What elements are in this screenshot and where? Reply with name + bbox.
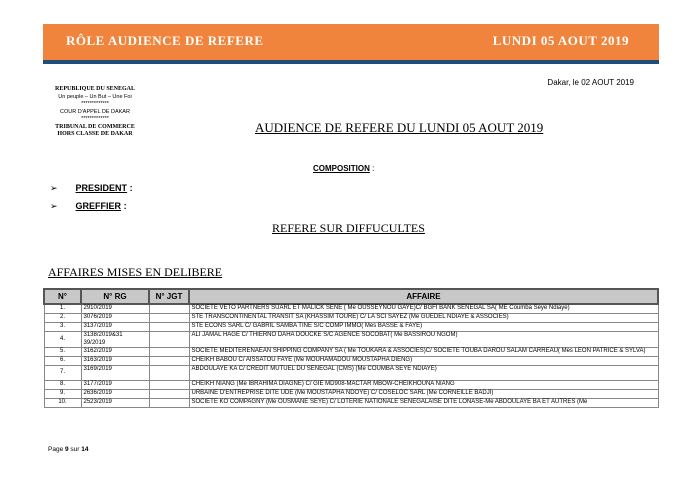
cell-rg: 3169/2019 bbox=[81, 366, 149, 381]
cell-jgt bbox=[149, 357, 189, 366]
document-date: Dakar, le 02 AOUT 2019 bbox=[547, 78, 634, 87]
greffier-label: GREFFIER bbox=[75, 201, 122, 211]
cell-rg: 2636/2019 bbox=[81, 390, 149, 399]
table-row bbox=[44, 348, 658, 357]
arrow-bullet-icon: ➢ bbox=[50, 201, 58, 211]
composition-label: COMPOSITION bbox=[313, 164, 370, 173]
table-row bbox=[44, 323, 658, 332]
composition-suffix: : bbox=[369, 164, 375, 173]
footer-middle: sur bbox=[68, 446, 82, 453]
cell-affaire: SOCIETE VETO PARTNERS SUARL ET MALICK SENE ( Me OUSSEYNOU GAYE)C/ BGFI BANK SENEGAL SA( ME Coumba Seye Ndiaye) bbox=[189, 304, 658, 314]
cell-num: 4. bbox=[44, 332, 81, 348]
tribunal-class: HORS CLASSE DE DAKAR bbox=[57, 131, 133, 137]
cell-jgt bbox=[149, 348, 189, 357]
cell-rg: 2910/2019 bbox=[81, 304, 149, 314]
banner-title: RÔLE AUDIENCE DE REFERE bbox=[66, 33, 264, 48]
president-line bbox=[50, 183, 133, 194]
cell-rg: 2523/2019 bbox=[81, 399, 149, 408]
separator-stars: ************* bbox=[81, 101, 109, 107]
header-num: N° bbox=[44, 289, 81, 304]
arrow-bullet-icon: ➢ bbox=[50, 183, 58, 193]
cell-num: 3. bbox=[44, 323, 81, 332]
cell-rg: 3076/2019 bbox=[81, 314, 149, 323]
cell-num: 8. bbox=[44, 381, 81, 390]
president-suffix: : bbox=[127, 183, 133, 193]
cell-rg: 3137/2019 bbox=[81, 323, 149, 332]
republic-motto: Un peuple – Un But – Une Foi bbox=[58, 93, 132, 100]
institution-header bbox=[40, 86, 150, 139]
table-row bbox=[44, 332, 658, 348]
header-affaire: AFFAIRE bbox=[189, 289, 658, 304]
cell-jgt bbox=[149, 304, 189, 314]
cell-jgt bbox=[149, 332, 189, 348]
cell-rg: 3162/2019 bbox=[81, 348, 149, 357]
page-title: AUDIENCE DE REFERE DU LUNDI 05 AOUT 2019 bbox=[255, 120, 544, 135]
header-rg: N° RG bbox=[81, 289, 149, 304]
table-row bbox=[44, 304, 658, 314]
section-title: AFFAIRES MISES EN DELIBERE bbox=[48, 265, 223, 279]
greffier-line bbox=[50, 201, 127, 212]
page-footer bbox=[48, 446, 89, 453]
cell-num: 6. bbox=[44, 357, 81, 366]
cell-affaire: SOCIETE KO COMPAGNY (Me OUSMANE SEYE) C/ LOTERIE NATIONALE SENEGALAISE DITE LONASE-Me ABDOULAYE BA ET AUTRES (Me bbox=[189, 399, 658, 408]
tribunal-name: TRIBUNAL DE COMMERCE bbox=[55, 123, 135, 130]
section-subtitle: REFERE SUR DIFFUCULTES bbox=[272, 221, 425, 235]
cell-jgt bbox=[149, 399, 189, 408]
cell-affaire: STE TRANSCONTINENTAL TRANSIT SA (KHASSIM TOURE) C/ LA SCI SAYEZ (Me GUEDEL NDIAYE & ASSOCIES) bbox=[189, 314, 658, 323]
table-row bbox=[44, 314, 658, 323]
table-row bbox=[44, 366, 658, 381]
composition-heading bbox=[313, 164, 374, 173]
cell-affaire: SOCIETE MEDITERENAEAN SHIPPING COMPANY SA ( Me TOUKARA & ASSOCIES)C/ SOCIETE TOUBA DAROU SALAM CARREAU( Mes LEON PATRICE & SYLVA) bbox=[189, 348, 658, 357]
cell-jgt bbox=[149, 381, 189, 390]
cell-rg: 3138/2019&31 39/2019 bbox=[81, 332, 149, 348]
cell-jgt bbox=[149, 314, 189, 323]
separator-stars: ************* bbox=[81, 116, 109, 122]
cell-num: 5. bbox=[44, 348, 81, 357]
footer-prefix: Page bbox=[48, 446, 65, 453]
current-page: 9 bbox=[65, 446, 69, 453]
cell-num: 10. bbox=[44, 399, 81, 408]
republic-name: REPUBLIQUE DU SENEGAL bbox=[54, 86, 135, 92]
cell-affaire: ALI JAMAL HAGE C/ THIERNO DAHA DOUCKE S/C AGENCE SOCOBAT( Me BASSIROU NGOM) bbox=[189, 332, 658, 348]
cell-affaire: URBAINE D'ENTREPRISE DITE UDE (Me MOUSTAPHA NDOYE) C/ COSELOC SARL (Me CORNEILLE BADJI) bbox=[189, 390, 658, 399]
cell-num: 9. bbox=[44, 390, 81, 399]
cases-table bbox=[43, 288, 659, 408]
header-banner bbox=[43, 24, 659, 64]
table-row bbox=[44, 390, 658, 399]
greffier-suffix: : bbox=[121, 201, 127, 211]
cell-num: 1. bbox=[44, 304, 81, 314]
president-label: PRESIDENT bbox=[75, 183, 128, 193]
cell-jgt bbox=[149, 366, 189, 381]
court-name: COUR D'APPEL DE DAKAR bbox=[60, 108, 130, 115]
cell-num: 7. bbox=[44, 366, 81, 381]
cell-jgt bbox=[149, 323, 189, 332]
header-jgt: N° JGT bbox=[149, 289, 189, 304]
cell-affaire: CHEIKH NIANG (Me IBRAHIMA DIAGNE) C/ GIE MD908-MACTAR MBOW-CHEIKHOUNA NIANG bbox=[189, 381, 658, 390]
cell-rg: 3177/2019 bbox=[81, 381, 149, 390]
banner-date: LUNDI 05 AOUT 2019 bbox=[492, 33, 629, 48]
table-row bbox=[44, 399, 658, 408]
table-header-row bbox=[44, 289, 658, 304]
table-row bbox=[44, 381, 658, 390]
cell-jgt bbox=[149, 390, 189, 399]
total-pages: 14 bbox=[81, 446, 89, 453]
cell-affaire: CHEIKH BABOU C/ AISSATOU FAYE (Me MOUHAMADOU MOUSTAPHA DIENG) bbox=[189, 357, 658, 366]
cell-affaire: ABDOULAYE KA C/ CREDIT MUTUEL DU SENEGAL (CMS) (Me COUMBA SEYE NDIAYE) bbox=[189, 366, 658, 381]
cell-rg: 3163/2019 bbox=[81, 357, 149, 366]
table-row bbox=[44, 357, 658, 366]
cell-affaire: STE ECONS SARL C/ GABRIL SAMBA TINE S/C COMP IMMO( Mes BASSE & FAYE) bbox=[189, 323, 658, 332]
cell-num: 2. bbox=[44, 314, 81, 323]
